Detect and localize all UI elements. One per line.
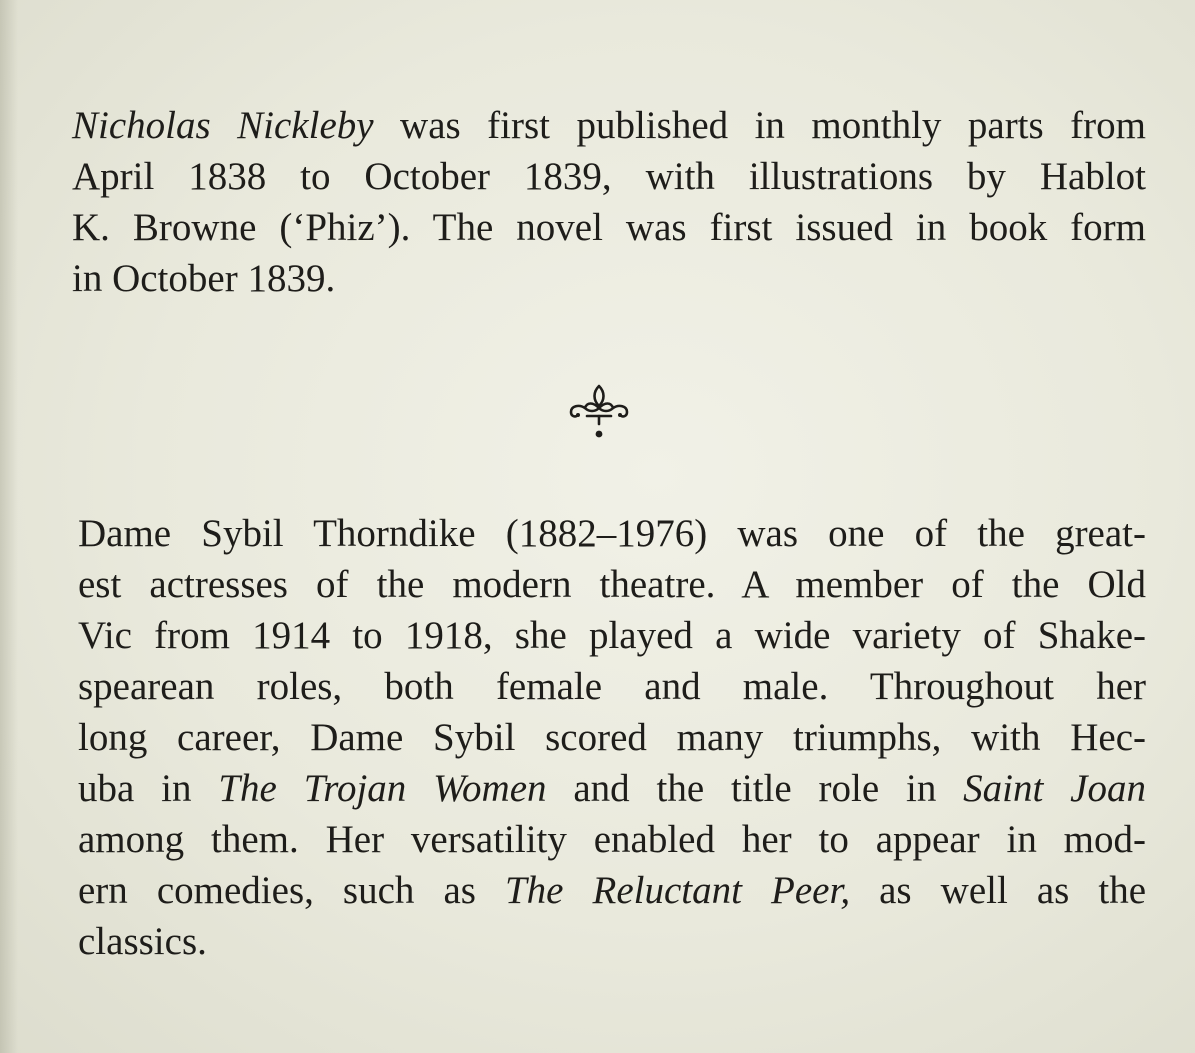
text-run: among them. Her versatility enabled her to appear in mod- [78,818,1146,861]
text-run: K. Browne (‘Phiz’). The novel was first issued in book form [72,206,1146,249]
text-run: as well as the [850,869,1147,912]
italic-title-text: Saint Joan [963,767,1146,810]
text-line [78,763,1146,814]
text-line [72,253,1146,304]
text-line [78,610,1146,661]
text-run: and the title role in [546,767,964,810]
text-run: classics. [78,920,207,963]
italic-title-text: Nicholas Nickleby [72,104,374,147]
text-run: long career, Dame Sybil scored many triumphs, with Hec- [78,716,1146,759]
text-line [78,559,1146,610]
italic-title-text: The Reluctant Peer, [504,869,851,912]
italic-title-text: The Trojan Women [218,767,547,810]
text-run: uba in [78,767,219,810]
text-run: April 1838 to October 1839, with illustrations by Hablot [72,155,1146,198]
text-run: Vic from 1914 to 1918, she played a wide variety of Shake- [78,614,1146,657]
text-run: in October 1839. [72,257,336,300]
text-run: est actresses of the modern theatre. A member of the Old [78,563,1146,606]
text-run: spearean roles, both female and male. Throughout her [78,665,1146,708]
biography-paragraph [78,508,1146,967]
publication-note-paragraph [72,100,1146,304]
page-edge-shadow [0,0,18,1053]
text-line [72,202,1146,253]
text-line [78,508,1146,559]
text-run: ern comedies, such as [78,869,505,912]
text-line [78,916,1146,967]
fleuron-icon [563,378,635,444]
text-line [78,814,1146,865]
text-run: was first published in monthly parts from [373,104,1146,147]
text-line [72,100,1146,151]
text-run: Dame Sybil Thorndike (1882–1976) was one of the great- [78,512,1146,555]
text-line [72,151,1146,202]
text-line [78,865,1146,916]
text-line [78,661,1146,712]
text-line [78,712,1146,763]
